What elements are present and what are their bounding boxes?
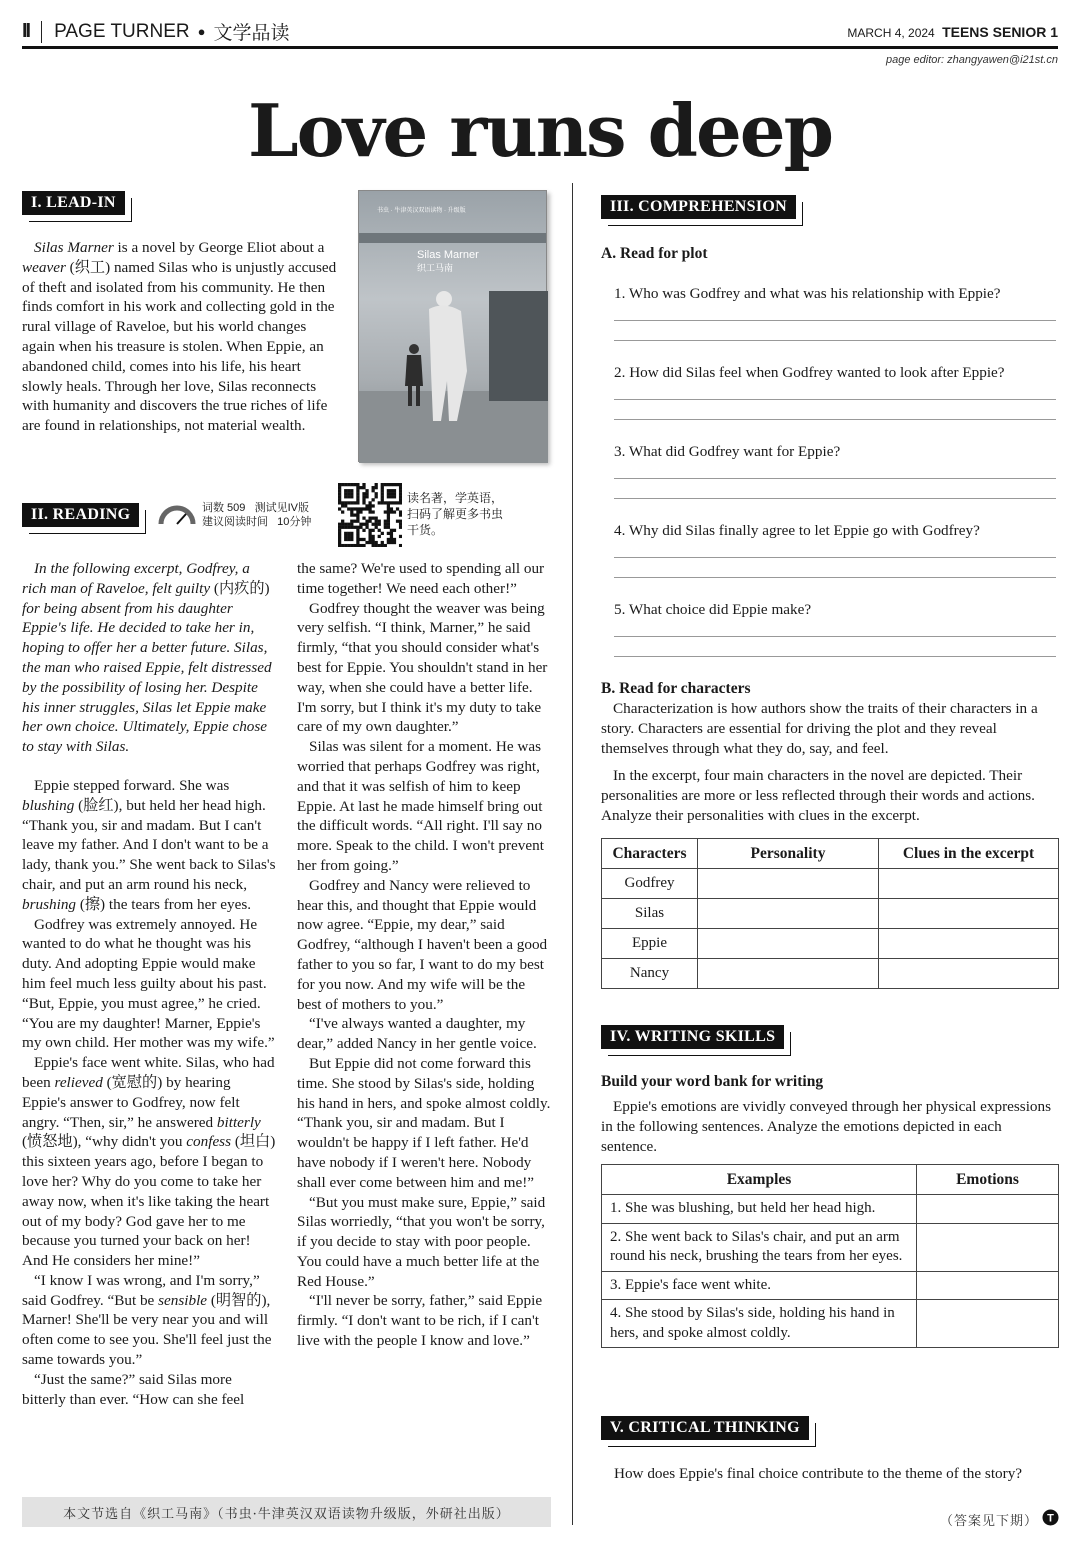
characters-intro: Characterization is how authors show the traits of their characters in a story. Characters are essential for driving the plot and they reveal themselves through what they do, say, and feel. In the excerpt, four main characters in the novel are depicted. Their personalities are more or less reflected through their words and actions. Analyze their personalities with clues in the excerpt. bbox=[601, 700, 1038, 824]
header-rule bbox=[22, 46, 1058, 49]
answer-line[interactable] bbox=[614, 577, 1056, 578]
qr-caption: 读名著，学英语，扫码了解更多书虫干货。 bbox=[407, 491, 504, 537]
table-row: Godfrey bbox=[602, 869, 1059, 899]
th-characters: Characters bbox=[602, 839, 698, 869]
answer-line[interactable] bbox=[614, 498, 1056, 499]
writing-skills-heading: IV. WRITING SKILLS bbox=[601, 1025, 784, 1049]
question-2: 2. How did Silas feel when Godfrey wanted to look after Eppie? bbox=[614, 364, 1005, 381]
cover-series: 书虫 · 牛津英汉双语读物 · 升级版 bbox=[377, 208, 466, 214]
section-name: PAGE TURNER bbox=[54, 20, 190, 42]
reading-column-2: the same? We're used to spending all our time together! We need each other!” Godfrey thought the weaver was being very selfish. “I think, Marner,” he said firmly, “that you should consider what's best for Eppie. You shouldn't stand in her way, when she could have a better life. I'm sorry, but I think it's my duty to take care of my own daughter.” Silas was silent for a moment. He was worried that perhaps Godfrey was right, and that it was selfish of him to keep Eppie. At last he made himself bring out the difficult words. “All right. I'll say no more. Speak to the child. I won't prevent her from going.” Godfrey and Nancy were relieved to hear this, and thought that Eppie would now agree. “Eppie, my dear,” said Godfrey, “although I haven't been a good father to you so far, I want to do my best for you now. And my wife will be the best of mothers to you.” “I've always wanted a daughter, my dear,” added Nancy in her gentle voice. But Eppie did not come forward this time. She stood by Silas's side, holding his hand in hers, and spoke almost coldly. “Thank you, sir and madam. But I wouldn't be happy if I left father. He'd have nobody if I weren't here. Nobody shall ever come between him and me!” “But you must make sure, Eppie,” said Silas worriedly, “that you won't be sorry, if you decide to stay with poor people. You could have a much better life at the Red House.” “I'll never be sorry, father,” said Eppie firmly. “I don't want to be rich, if I can't live with the people I know and love.” bbox=[297, 560, 551, 1350]
critical-question: How does Eppie's final choice contribute to the theme of the story? bbox=[614, 1465, 1023, 1482]
answer-cell[interactable] bbox=[917, 1271, 1059, 1300]
word-bank-title: Build your word bank for writing bbox=[601, 1073, 824, 1090]
answer-cell[interactable] bbox=[698, 899, 879, 929]
answer-cell[interactable] bbox=[698, 869, 879, 899]
question-1: 1. Who was Godfrey and what was his relationship with Eppie? bbox=[614, 285, 1001, 302]
th-emotions: Emotions bbox=[917, 1165, 1059, 1195]
svg-text:T: T bbox=[1047, 1512, 1054, 1525]
question-3: 3. What did Godfrey want for Eppie? bbox=[614, 443, 841, 460]
issue-info bbox=[847, 24, 1058, 40]
answer-cell[interactable] bbox=[698, 959, 879, 989]
answer-line[interactable] bbox=[614, 656, 1056, 657]
teens-logo-icon bbox=[1042, 1509, 1059, 1526]
th-examples: Examples bbox=[602, 1165, 917, 1195]
column-divider bbox=[572, 183, 573, 1525]
answer-line[interactable] bbox=[614, 320, 1056, 321]
read-for-characters-title: B. Read for characters bbox=[601, 680, 751, 697]
speedometer-icon bbox=[158, 504, 196, 526]
cover-illustration bbox=[359, 271, 548, 463]
table-row: Nancy bbox=[602, 959, 1059, 989]
table-row: 2. She went back to Silas's chair, and put an arm round his neck, brushing the tears from her eyes. bbox=[602, 1223, 1059, 1271]
qr-code-icon[interactable] bbox=[338, 483, 402, 547]
answer-cell[interactable] bbox=[879, 899, 1059, 929]
reading-column-1: In the following excerpt, Godfrey, a rich man of Raveloe, felt guilty (内疚的) for being absent from his daughter Eppie's life. He decided to take her in, hoping to offer her a better future. Silas, the man who raised Eppie, felt distressed by the possibility of losing her. Despite his inner struggles, Silas let Eppie make her own choice. Ultimately, Eppie chose to stay with Silas. Eppie stepped forward. She was blushing (脸红), but held her head high. “Thank you, sir and madam. But I can't leave my father. And I don't want to be a lady, thank you.” She went back to Silas's chair, and put an arm round his neck, brushing (擦) the tears from her eyes. Godfrey was extremely annoyed. He wanted to do what he thought was his duty. And adopting Eppie would make him feel much less guilty about his past. “But, Eppie, you must agree,” he cried. “You are my daughter! Marner, Eppie's my own child. Her mother was my wife.” Eppie's face went white. Silas, who had been relieved (宽慰的) by hearing Eppie's answer to Godfrey, now felt angry. “Then, sir,” he answered bitterly (愤怒地), “why didn't you confess (坦白) this sixteen years ago, before I began to love her? Why do you come to take her away now, when it's like taking the heart out of my body? God gave her to me because you turned your back on her! And He considers her mine!” “I know I was wrong, and I'm sorry,” said Godfrey. “But be sensible (明智的), Marner! She'll be very near you and will often come to see you. She'll feel just the same towards you.” “Just the same?” said Silas more bitterly than ever. “How can she feel bbox=[22, 560, 276, 1408]
read-for-plot-title: A. Read for plot bbox=[601, 245, 708, 262]
page-title: Love runs deep bbox=[248, 88, 832, 173]
bullet: ● bbox=[197, 24, 206, 39]
answer-line[interactable] bbox=[614, 557, 1056, 558]
question-4: 4. Why did Silas finally agree to let Eppie go with Godfrey? bbox=[614, 522, 980, 539]
th-clues: Clues in the excerpt bbox=[879, 839, 1059, 869]
question-5: 5. What choice did Eppie make? bbox=[614, 601, 812, 618]
answer-line[interactable] bbox=[614, 419, 1056, 420]
answer-line[interactable] bbox=[614, 636, 1056, 637]
paper-name: TEENS SENIOR 1 bbox=[942, 24, 1058, 40]
th-personality: Personality bbox=[698, 839, 879, 869]
page-header bbox=[22, 18, 290, 45]
answer-cell[interactable] bbox=[879, 959, 1059, 989]
table-row: 4. She stood by Silas's side, holding his hand in hers, and spoke almost coldly. bbox=[602, 1300, 1059, 1348]
book-cover-image bbox=[358, 190, 547, 462]
table-row: Silas bbox=[602, 899, 1059, 929]
table-row: 3. Eppie's face went white. bbox=[602, 1271, 1059, 1300]
source-footnote: 本文节选自《织工马南》（书虫·牛津英汉双语读物升级版，外研社出版） bbox=[22, 1497, 551, 1527]
reading-meta: 词数 509 测试见IV版 建议阅读时间 10分钟 bbox=[202, 502, 312, 528]
answer-cell[interactable] bbox=[698, 929, 879, 959]
lead-in-text: Silas Marner is a novel by George Eliot about a weaver (织工) named Silas who is unjustly accused of theft and isolated from his community. He then finds comfort in his work and collecting gold in the rural village of Raveloe, but his world changes again when his treasure is stolen. When Eppie, an abandoned child, comes into his life, his heart slowly heals. Through her love, Silas reconnects with humanity and discovers the true riches of life are found in relationships, not material wealth. bbox=[22, 239, 337, 435]
comprehension-heading: III. COMPREHENSION bbox=[601, 195, 796, 219]
section-marker: II bbox=[22, 20, 30, 42]
answer-cell[interactable] bbox=[917, 1195, 1059, 1224]
characters-table bbox=[601, 838, 1059, 989]
page-editor: page editor: zhangyawen@i21st.cn bbox=[886, 54, 1058, 66]
answer-line[interactable] bbox=[614, 399, 1056, 400]
answer-cell[interactable] bbox=[879, 869, 1059, 899]
answer-cell[interactable] bbox=[917, 1223, 1059, 1271]
emotions-table bbox=[601, 1164, 1059, 1348]
cover-title: Silas Marner 织工马南 bbox=[417, 249, 479, 273]
answer-cell[interactable] bbox=[879, 929, 1059, 959]
writing-intro: Eppie's emotions are vividly conveyed through her physical expressions in the following sentences. Analyze the emotions depicted in each sentence. bbox=[601, 1098, 1052, 1155]
answer-line[interactable] bbox=[614, 478, 1056, 479]
critical-thinking-heading: V. CRITICAL THINKING bbox=[601, 1416, 809, 1440]
answer-note: （答案见下期） bbox=[940, 1513, 1039, 1528]
issue-date: MARCH 4, 2024 bbox=[847, 26, 935, 40]
answer-line[interactable] bbox=[614, 340, 1056, 341]
answer-cell[interactable] bbox=[917, 1300, 1059, 1348]
section-name-cn: 文学品读 bbox=[213, 23, 290, 44]
lead-in-heading: I. LEAD-IN bbox=[22, 191, 125, 215]
table-row: Eppie bbox=[602, 929, 1059, 959]
table-row: 1. She was blushing, but held her head high. bbox=[602, 1195, 1059, 1224]
reading-heading: II. READING bbox=[22, 503, 139, 527]
